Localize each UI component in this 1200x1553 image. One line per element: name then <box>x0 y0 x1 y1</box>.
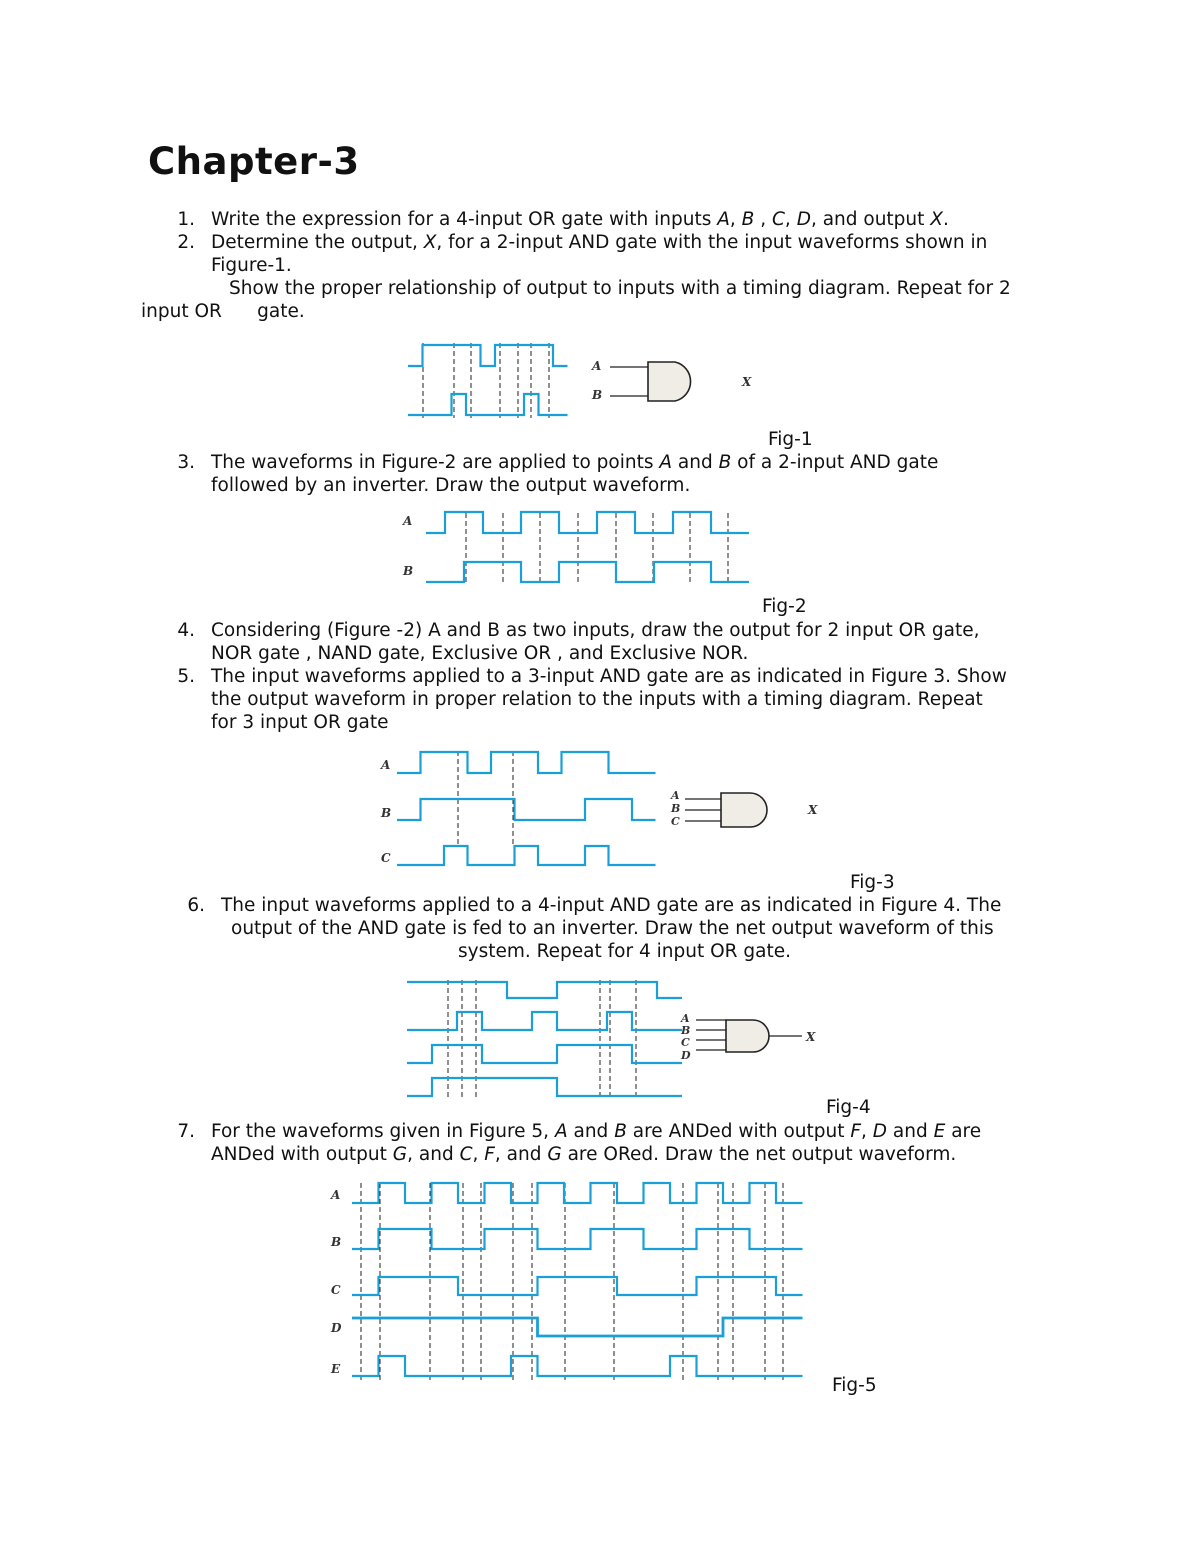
page-title: Chapter-3 <box>148 140 360 183</box>
signal-a-waveform <box>408 345 568 366</box>
signal-label-b: B <box>331 1235 342 1249</box>
output-label-x: X <box>808 803 818 817</box>
figure-4-caption: Fig-4 <box>826 1097 871 1118</box>
question-number: 7. <box>177 1121 195 1142</box>
output-label-x: X <box>806 1030 816 1044</box>
figure-3-caption: Fig-3 <box>850 872 895 893</box>
input-label-a: A <box>671 789 680 802</box>
signal-label-a: A <box>403 514 413 528</box>
question-text: NOR gate , NAND gate, Exclusive OR , and Exclusive NOR. <box>211 643 749 664</box>
signal-b-waveform <box>352 1229 803 1249</box>
figure-3-diagram <box>375 745 835 875</box>
fig4-waveforms <box>407 980 682 1100</box>
input-label-a: A <box>592 359 602 373</box>
question-text: The waveforms in Figure-2 are applied to points A and B of a 2-input AND gate <box>211 452 939 473</box>
figure-1-caption: Fig-1 <box>768 429 813 450</box>
fig5-waveforms <box>352 1183 803 1380</box>
question-text: Determine the output, X, for a 2-input AND gate with the input waveforms shown in <box>211 232 988 253</box>
question-text: Show the proper relationship of output to inputs with a timing diagram. Repeat for 2 <box>229 278 1011 299</box>
question-text: Considering (Figure -2) A and B as two inputs, draw the output for 2 input OR gate, <box>211 620 980 641</box>
signal-a-waveform <box>426 512 749 533</box>
question-text: ANDed with output G, and C, F, and G are ORed. Draw the net output waveform. <box>211 1144 957 1165</box>
input-label-d: D <box>681 1049 691 1062</box>
question-text: system. Repeat for 4 input OR gate. <box>458 941 791 962</box>
signal-a-waveform <box>397 752 656 773</box>
figure-5-caption: Fig-5 <box>832 1375 877 1396</box>
figure-1-diagram <box>400 338 780 423</box>
signal-d-waveform <box>352 1318 803 1336</box>
fig4-and-gate <box>680 1012 816 1062</box>
question-text: For the waveforms given in Figure 5, A and B are ANDed with output F, D and E are <box>211 1121 982 1142</box>
signal-label-a: A <box>331 1188 341 1202</box>
question-number: 1. <box>177 209 195 230</box>
input-label-b: B <box>681 1024 691 1037</box>
signal-b-waveform <box>397 799 656 820</box>
question-text: the output waveform in proper relation to the inputs with a timing diagram. Repeat <box>211 689 983 710</box>
signal-c-waveform <box>397 846 656 865</box>
fig3-waveforms <box>397 751 656 865</box>
question-text: input OR gate. <box>141 301 305 322</box>
question-text: for 3 input OR gate <box>211 712 389 733</box>
figure-2-caption: Fig-2 <box>762 596 807 617</box>
question-number: 5. <box>177 666 195 687</box>
question-number: 6. <box>187 895 205 916</box>
question-text: The input waveforms applied to a 3-input AND gate are as indicated in Figure 3. Show <box>211 666 1007 687</box>
signal-e-waveform <box>352 1356 803 1376</box>
figure-5-diagram <box>325 1175 805 1385</box>
input-label-c: C <box>671 815 680 828</box>
question-text: Figure-1. <box>211 255 292 276</box>
signal-label-b: B <box>381 806 392 820</box>
figure-4-diagram <box>400 975 840 1105</box>
signal-c-waveform <box>352 1277 803 1295</box>
question-text: output of the AND gate is fed to an inverter. Draw the net output waveform of this <box>231 918 994 939</box>
fig3-and-gate <box>670 789 818 828</box>
input-label-a: A <box>681 1012 690 1025</box>
and-gate-icon <box>648 362 691 401</box>
question-number: 3. <box>177 452 195 473</box>
signal-label-c: C <box>331 1283 341 1297</box>
signal-label-b: B <box>403 564 414 578</box>
signal-label-c: C <box>381 851 391 865</box>
fig1-waveforms <box>408 343 568 418</box>
and-gate-icon <box>726 1020 769 1052</box>
fig1-and-gate <box>591 359 752 402</box>
signal-a-waveform <box>352 1183 803 1203</box>
signal-b-waveform <box>426 562 749 582</box>
signal-label-a: A <box>381 758 391 772</box>
input-label-b: B <box>592 388 603 402</box>
question-text: followed by an inverter. Draw the output waveform. <box>211 475 691 496</box>
signal-label-d: D <box>331 1321 342 1335</box>
input-label-b: B <box>671 802 681 815</box>
and-gate-icon <box>721 793 767 827</box>
fig2-waveforms <box>426 512 749 585</box>
input-label-c: C <box>681 1036 690 1049</box>
figure-2-diagram <box>398 505 758 590</box>
output-label-x: X <box>742 375 752 389</box>
signal-label-e: E <box>331 1362 341 1376</box>
question-text: The input waveforms applied to a 4-input AND gate are as indicated in Figure 4. The <box>221 895 1002 916</box>
question-number: 4. <box>177 620 195 641</box>
question-text: Write the expression for a 4-input OR gate with inputs A, B , C, D, and output X. <box>211 209 949 230</box>
signal-b-waveform <box>408 394 568 415</box>
question-number: 2. <box>177 232 195 253</box>
